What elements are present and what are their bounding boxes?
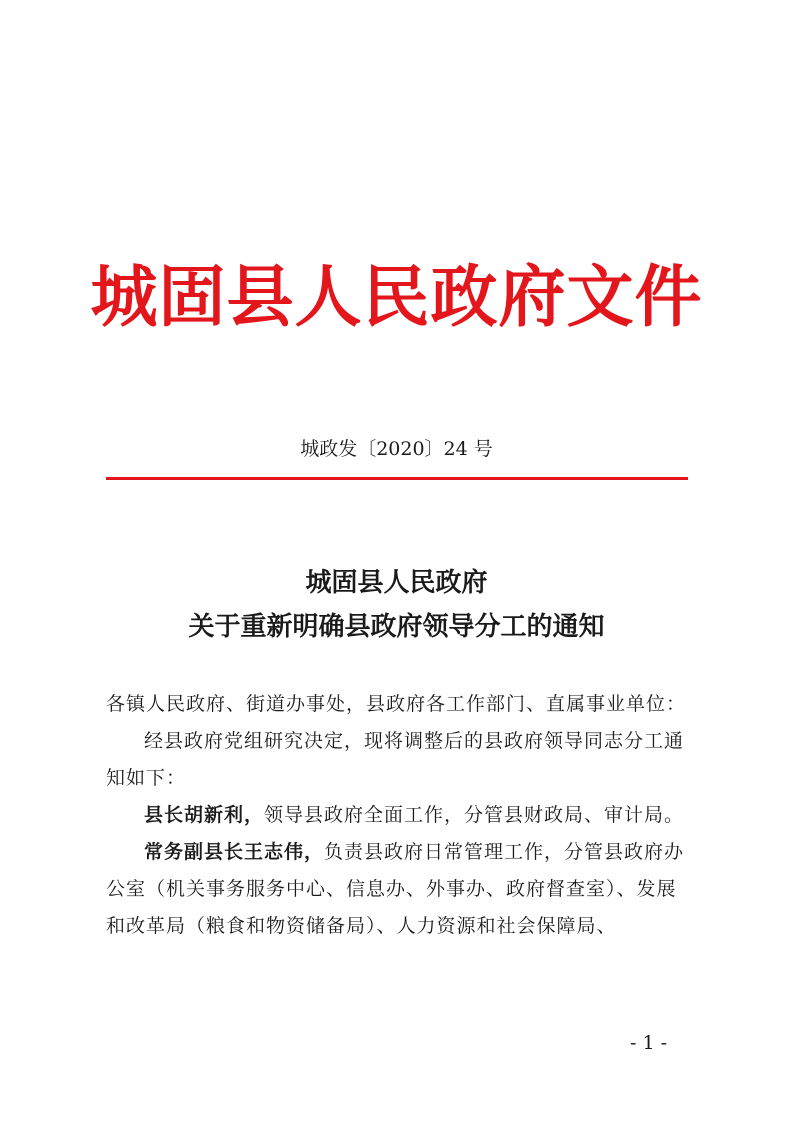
intro-paragraph: 经县政府党组研究决定，现将调整后的县政府领导同志分工通知如下： — [106, 730, 685, 789]
addressee-line: 各镇人民政府、街道办事处，县政府各工作部门、直属事业单位： — [106, 693, 687, 715]
entry-text: 领导县政府全面工作，分管县财政局、审计局。 — [264, 804, 685, 826]
entry-paragraph — [106, 797, 688, 834]
document-header-title: 城固县人民政府文件 — [90, 257, 703, 336]
document-title — [0, 561, 793, 649]
page-number: - 1 - — [630, 1032, 668, 1054]
document-body — [106, 686, 688, 945]
entry-lead: 常务副县长王志伟， — [144, 841, 325, 863]
document-number: 城政发〔2020〕24 号 — [300, 438, 493, 460]
red-separator-line — [106, 477, 688, 480]
entry-lead: 县长胡新利， — [144, 804, 265, 826]
entry-paragraph — [106, 834, 688, 945]
document-title-line-1: 城固县人民政府 — [305, 568, 488, 598]
document-title-line-2: 关于重新明确县政府领导分工的通知 — [188, 612, 605, 642]
entry-text: 负责县政府日常管理工作，分管县政府办公室（机关事务服务中心、信息办、外事办、政府督查室）、发展和改革局（粮食和物资储备局）、人力资源和社会保障局、 — [106, 841, 685, 937]
